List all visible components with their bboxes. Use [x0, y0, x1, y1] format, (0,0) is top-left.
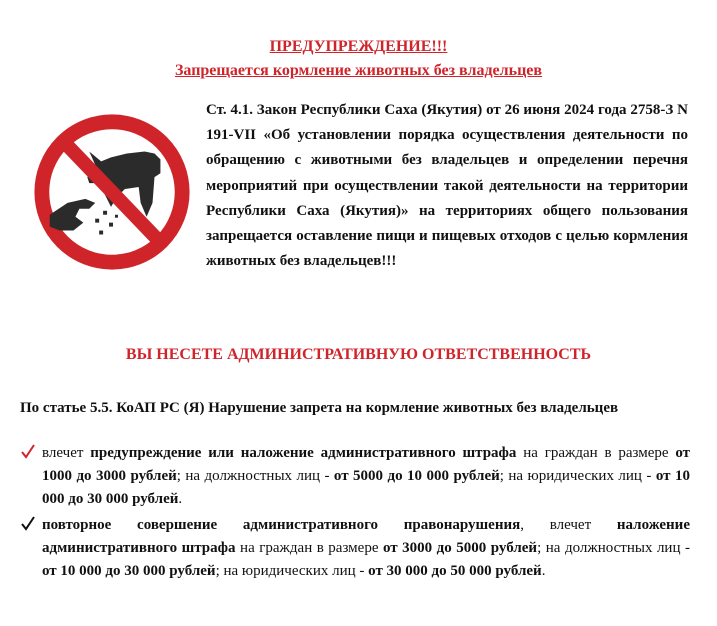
- penalty-emphasis: повторное совершение административного правонарушения: [42, 517, 521, 533]
- penalty-emphasis: предупреждение или наложение административного штрафа: [90, 445, 517, 461]
- penalty-list: [20, 442, 690, 586]
- penalty-text: [42, 445, 690, 507]
- responsibility-warning: ВЫ НЕСЕТЕ АДМИНИСТРАТИВНУЮ ОТВЕТСТВЕННОСТЬ: [125, 346, 592, 363]
- penalty-fragment: .: [178, 491, 183, 507]
- penalty-fragment: ; на юридических лиц -: [215, 563, 369, 579]
- no-feeding-animals-icon: [28, 108, 196, 276]
- checkmark-icon: [20, 514, 36, 534]
- penalty-emphasis: от 10 000 до 30 000 рублей: [42, 563, 216, 579]
- penalty-item-first: [20, 442, 690, 511]
- penalty-fragment: ; на должностных лиц -: [176, 468, 334, 484]
- warning-title: ПРЕДУПРЕЖДЕНИЕ!!!: [269, 38, 448, 55]
- penalty-item-repeat: [20, 514, 690, 583]
- penalty-fragment: , влечет: [520, 517, 617, 533]
- penalty-fragment: ; на юридических лиц -: [499, 468, 656, 484]
- warning-subtitle: Запрещается кормление животных без владельцев: [174, 62, 543, 79]
- penalty-fragment: .: [541, 563, 546, 579]
- penalty-emphasis: от 1000 до 3000 рублей: [42, 445, 690, 484]
- penalty-emphasis: от 30 000 до 50 000 рублей: [368, 563, 542, 579]
- penalty-fragment: влечет: [42, 445, 91, 461]
- penalty-text: [42, 517, 690, 579]
- penalty-fragment: ; на должностных лиц -: [537, 540, 690, 556]
- penalty-emphasis: от 10 000 до 30 000 рублей: [42, 468, 690, 507]
- checkmark-icon: [20, 442, 36, 462]
- law-text: Ст. 4.1. Закон Республики Саха (Якутия) от 26 июня 2024 года 2758-З N 191-VII «Об установлении порядка осуществления деятельности по обращению с животными без владельцев и определении перечня мероприятий при осуществлении такой деятельности на территории Республики Саха (Якутия)» на территориях общего пользования запрещается оставление пищи и пищевых отходов с целью кормления животных без владельцев!!!: [206, 102, 688, 270]
- penalty-fragment: на граждан в размере: [235, 540, 383, 556]
- penalty-emphasis: от 3000 до 5000 рублей: [383, 540, 538, 556]
- penalty-fragment: на граждан в размере: [516, 445, 676, 461]
- penalty-emphasis: от 5000 до 10 000 рублей: [333, 468, 500, 484]
- article-heading: По статье 5.5. КоАП РС (Я) Нарушение запрета на кормление животных без владельцев: [20, 400, 619, 416]
- penalty-emphasis: наложение административного штрафа: [42, 517, 690, 556]
